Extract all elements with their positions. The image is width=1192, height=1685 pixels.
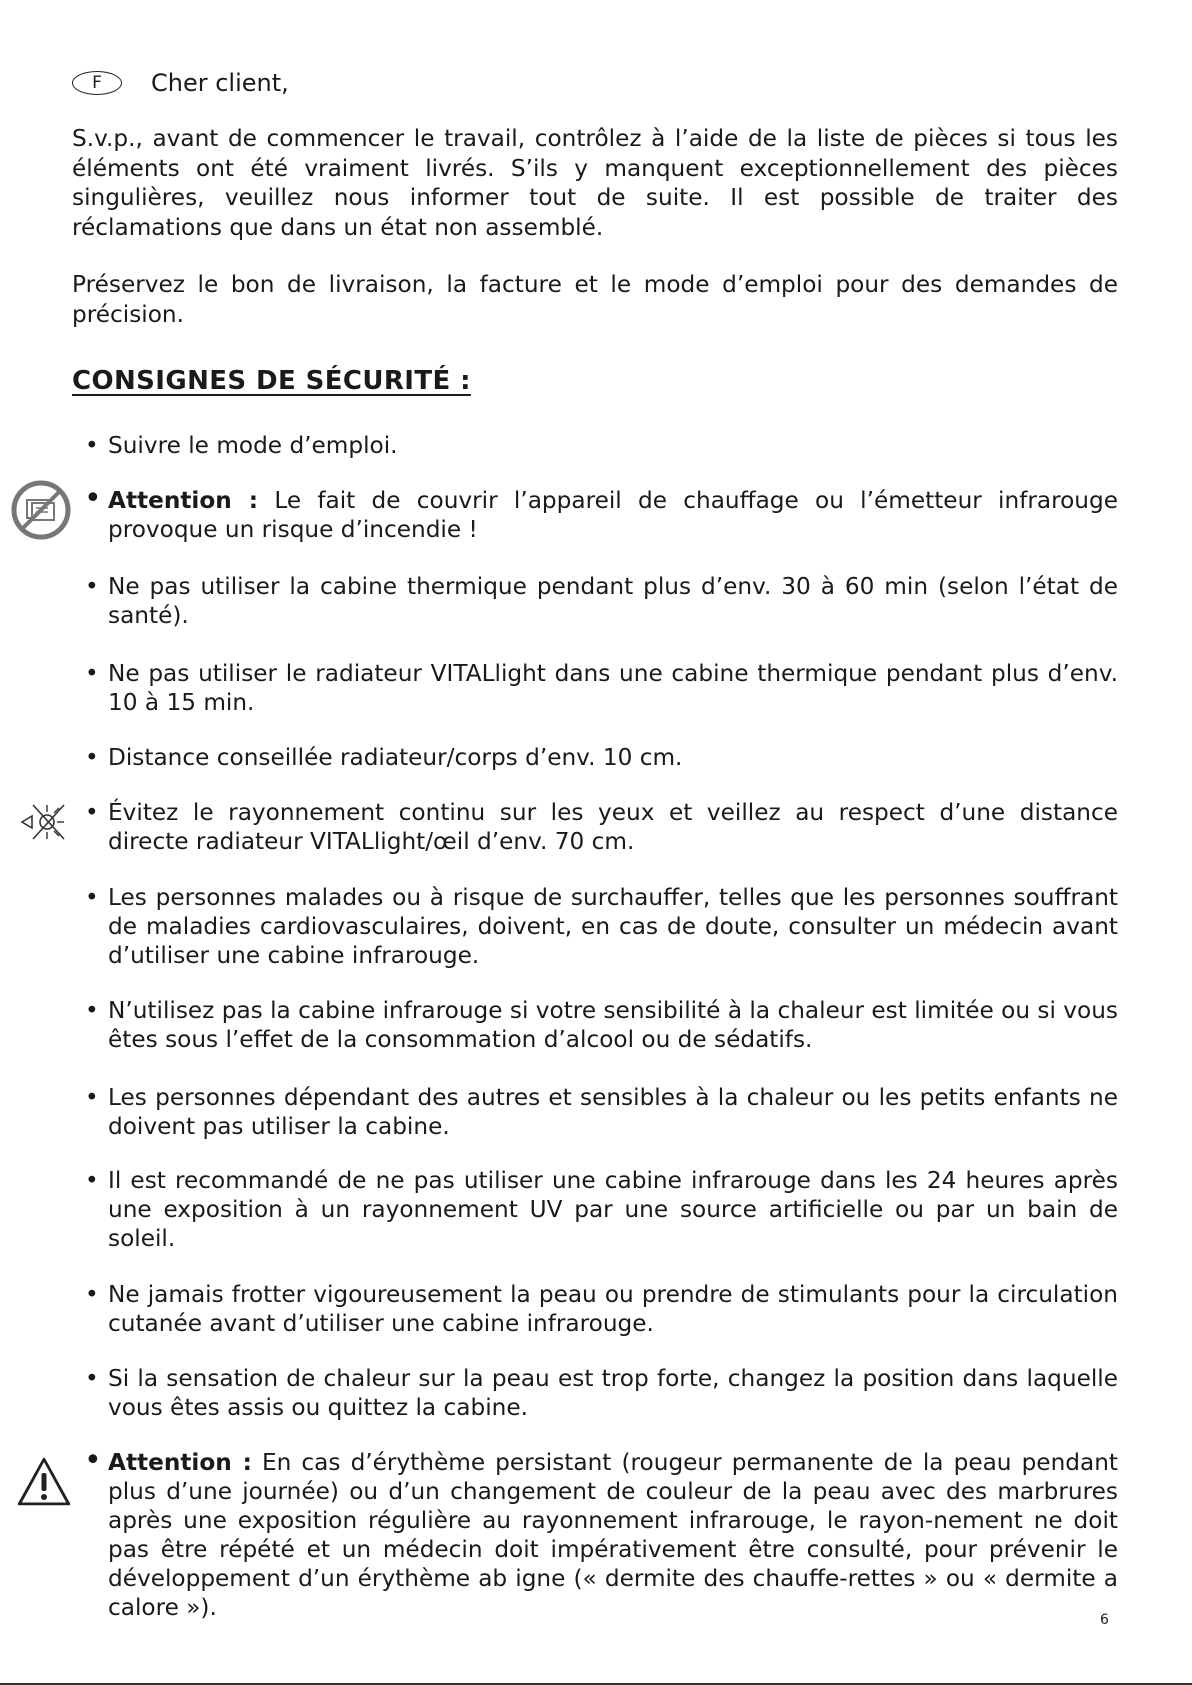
safety-item: • Si la sensation de chaleur sur la peau est trop forte, changez la position dans laquelle vous êtes assis ou quittez la cabine. — [85, 1365, 1118, 1421]
page-number: 6 — [1100, 1612, 1109, 1628]
warning-triangle-icon — [16, 1456, 72, 1508]
safety-item: • N’utilisez pas la cabine infrarouge si votre sensibilité à la chaleur est limitée ou si vous êtes sous l’effet de la consommation d’alcool ou de sédatifs. — [85, 997, 1118, 1053]
safety-item: • Attention : Le fait de couvrir l’appareil de chauffage ou l’émetteur infrarouge provoque un risque d’incendie ! — [84, 481, 1118, 543]
safety-item: • Distance conseillée radiateur/corps d’env. 10 cm. — [85, 744, 683, 771]
greeting-text: Cher client, — [151, 69, 289, 97]
intro-paragraph: S.v.p., avant de commencer le travail, contrôlez à l’aide de la liste de pièces si tous les éléments ont été vraiment livrés. S’ils y manquent exceptionnellement des pièces singulières, veuillez nous informer tout de suite. Il est possible de traiter des réclamations que dans un état non assemblé. — [72, 125, 1118, 241]
safety-item: • Ne pas utiliser la cabine thermique pendant plus d’env. 30 à 60 min (selon l’état de santé). — [85, 573, 1118, 629]
safety-item: • Attention : En cas d’érythème persistant (rougeur permanente de la peau pendant plus d’une journée) ou d’un changement de couleur de la peau avec des marbrures après une exposition régulière au rayonnement infrarouge, le rayon-nement ne doit pas être répété et un médecin doit impérativement être consulté, pour prévenir le développement d’un érythème ab igne (« dermite des chauffe-rettes » ou « dermite a calore »). — [84, 1443, 1118, 1621]
safety-item: • Il est recommandé de ne pas utiliser une cabine infrarouge dans les 24 heures après une exposition à un rayonnement UV par une source artificielle ou par un bain de soleil. — [85, 1167, 1118, 1252]
safety-item: • Ne jamais frotter vigoureusement la peau ou prendre de stimulants pour la circulation cutanée avant d’utiliser une cabine infrarouge. — [85, 1281, 1118, 1337]
safety-item: • Suivre le mode d’emploi. — [85, 432, 398, 459]
safety-item: • Les personnes dépendant des autres et sensibles à la chaleur ou les petits enfants ne doivent pas utiliser la cabine. — [85, 1084, 1118, 1140]
language-badge: F — [72, 71, 122, 95]
safety-item: • Évitez le rayonnement continu sur les yeux et veillez au respect d’une distance directe radiateur VITALlight/œil d’env. 70 cm. — [85, 799, 1118, 855]
attention-label: Attention : — [108, 487, 259, 514]
attention-label: Attention : — [108, 1449, 252, 1476]
eye-radiation-warning-icon — [20, 801, 70, 843]
preserve-paragraph: Préservez le bon de livraison, la facture et le mode d’emploi pour des demandes de précision. — [72, 271, 1118, 328]
do-not-cover-icon — [10, 479, 72, 541]
safety-heading: CONSIGNES DE SÉCURITÉ : — [72, 366, 471, 396]
safety-item: • Ne pas utiliser le radiateur VITALlight dans une cabine thermique pendant plus d’env. 10 à 15 min. — [85, 660, 1118, 716]
safety-item: • Les personnes malades ou à risque de surchauffer, telles que les personnes souffrant de maladies cardiovasculaires, doivent, en cas de doute, consulter un médecin avant d’utiliser une cabine infrarouge. — [85, 884, 1118, 969]
greeting — [72, 66, 289, 100]
